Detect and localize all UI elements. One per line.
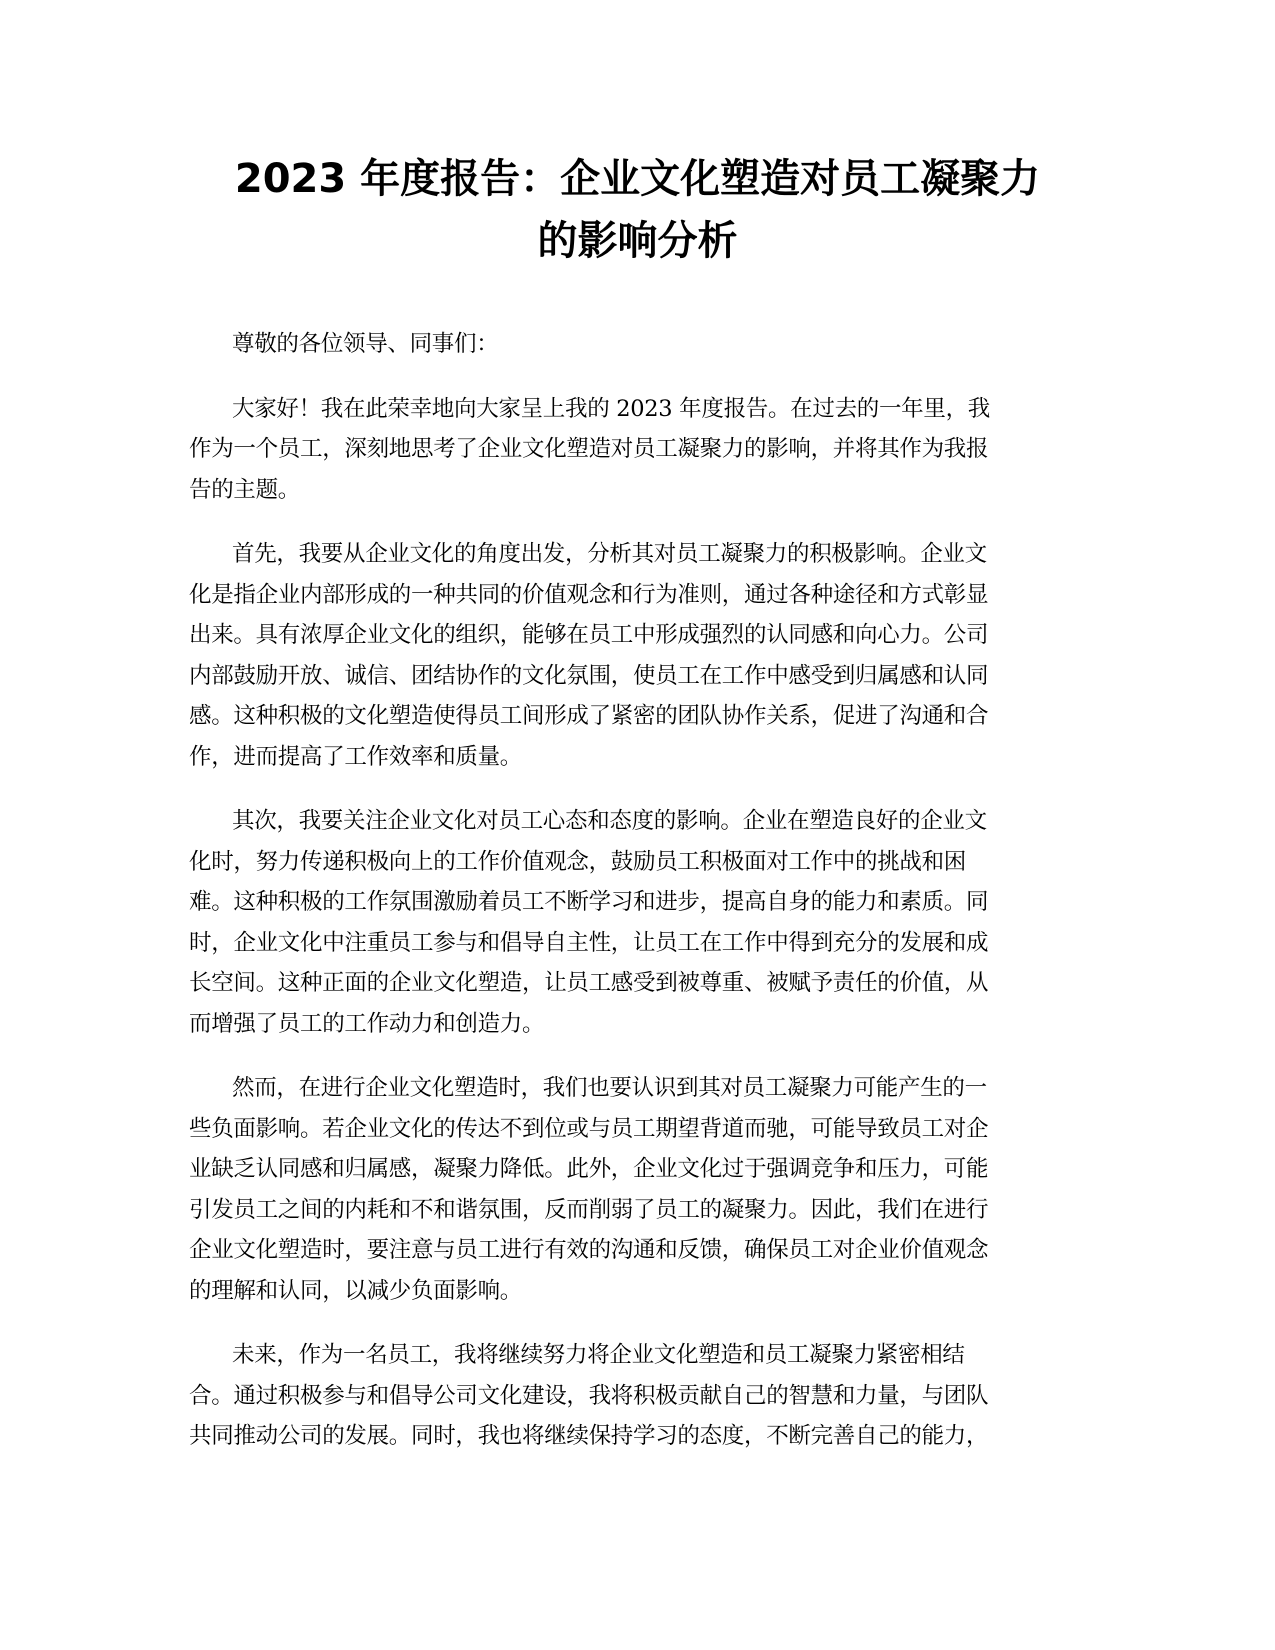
paragraph-line: 其次，我要关注企业文化对员工心态和态度的影响。企业在塑造良好的企业文 — [232, 808, 987, 834]
paragraph-line: 业缺乏认同感和归属感，凝聚力降低。此外，企业文化过于强调竞争和压力，可能 — [189, 1156, 989, 1182]
paragraph-line: 共同推动公司的发展。同时，我也将继续保持学习的态度，不断完善自己的能力， — [189, 1423, 989, 1449]
body-paragraph — [189, 534, 1089, 777]
paragraph-line: 引发员工之间的内耗和不和谐氛围，反而削弱了员工的凝聚力。因此，我们在进行 — [189, 1196, 989, 1223]
paragraph-line: 化时，努力传递积极向上的工作价值观念，鼓励员工积极面对工作中的挑战和困 — [189, 848, 967, 875]
body-paragraph — [189, 1335, 1089, 1457]
paragraph-line: 感。这种积极的文化塑造使得员工间形成了紧密的团队协作关系，促进了沟通和合 — [189, 703, 989, 729]
paragraph-line: 而增强了员工的工作动力和创造力。 — [189, 1010, 545, 1037]
paragraph-line: 内部鼓励开放、诚信、团结协作的文化氛围，使员工在工作中感受到归属感和认同 — [189, 662, 989, 689]
paragraph-line: 大家好！我在此荣幸地向大家呈上我的 2023 年度报告。在过去的一年里，我 — [232, 395, 990, 422]
body-paragraph — [189, 1068, 1089, 1311]
paragraph-line: 化是指企业内部形成的一种共同的价值观念和行为准则，通过各种途径和方式彰显 — [189, 581, 989, 608]
document-title — [170, 148, 1105, 272]
title-line-2: 的影响分析 — [537, 218, 738, 264]
paragraph-line: 合。通过积极参与和倡导公司文化建设，我将积极贡献自己的智慧和力量，与团队 — [189, 1382, 989, 1409]
paragraph-line: 然而，在进行企业文化塑造时，我们也要认识到其对员工凝聚力可能产生的一 — [232, 1075, 987, 1101]
paragraph-line: 首先，我要从企业文化的角度出发，分析其对员工凝聚力的积极影响。企业文 — [232, 541, 987, 567]
paragraph-line: 尊敬的各位领导、同事们： — [232, 331, 499, 357]
paragraph-line: 时，企业文化中注重员工参与和倡导自主性，让员工在工作中得到充分的发展和成 — [189, 929, 989, 956]
paragraph-line: 作，进而提高了工作效率和质量。 — [189, 743, 523, 770]
body-paragraph — [189, 801, 1089, 1044]
paragraph-line: 出来。具有浓厚企业文化的组织，能够在员工中形成强烈的认同感和向心力。公司 — [189, 622, 989, 648]
body-paragraph — [189, 389, 1089, 511]
body-paragraph — [189, 324, 1089, 365]
paragraph-line: 告的主题。 — [189, 476, 301, 503]
paragraph-line: 些负面影响。若企业文化的传达不到位或与员工期望背道而驰，可能导致员工对企 — [189, 1115, 989, 1142]
title-line-1: 2023 年度报告：企业文化塑造对员工凝聚力 — [234, 156, 1041, 202]
paragraph-line: 作为一个员工，深刻地思考了企业文化塑造对员工凝聚力的影响，并将其作为我报 — [189, 436, 989, 462]
document-body — [189, 324, 1089, 1481]
paragraph-line: 企业文化塑造时，要注意与员工进行有效的沟通和反馈，确保员工对企业价值观念 — [189, 1237, 989, 1263]
paragraph-line: 长空间。这种正面的企业文化塑造，让员工感受到被尊重、被赋予责任的价值，从 — [189, 970, 989, 996]
paragraph-line: 未来，作为一名员工，我将继续努力将企业文化塑造和员工凝聚力紧密相结 — [232, 1342, 965, 1368]
paragraph-line: 的理解和认同，以减少负面影响。 — [189, 1277, 523, 1304]
paragraph-line: 难。这种积极的工作氛围激励着员工不断学习和进步，提高自身的能力和素质。同 — [189, 889, 989, 915]
